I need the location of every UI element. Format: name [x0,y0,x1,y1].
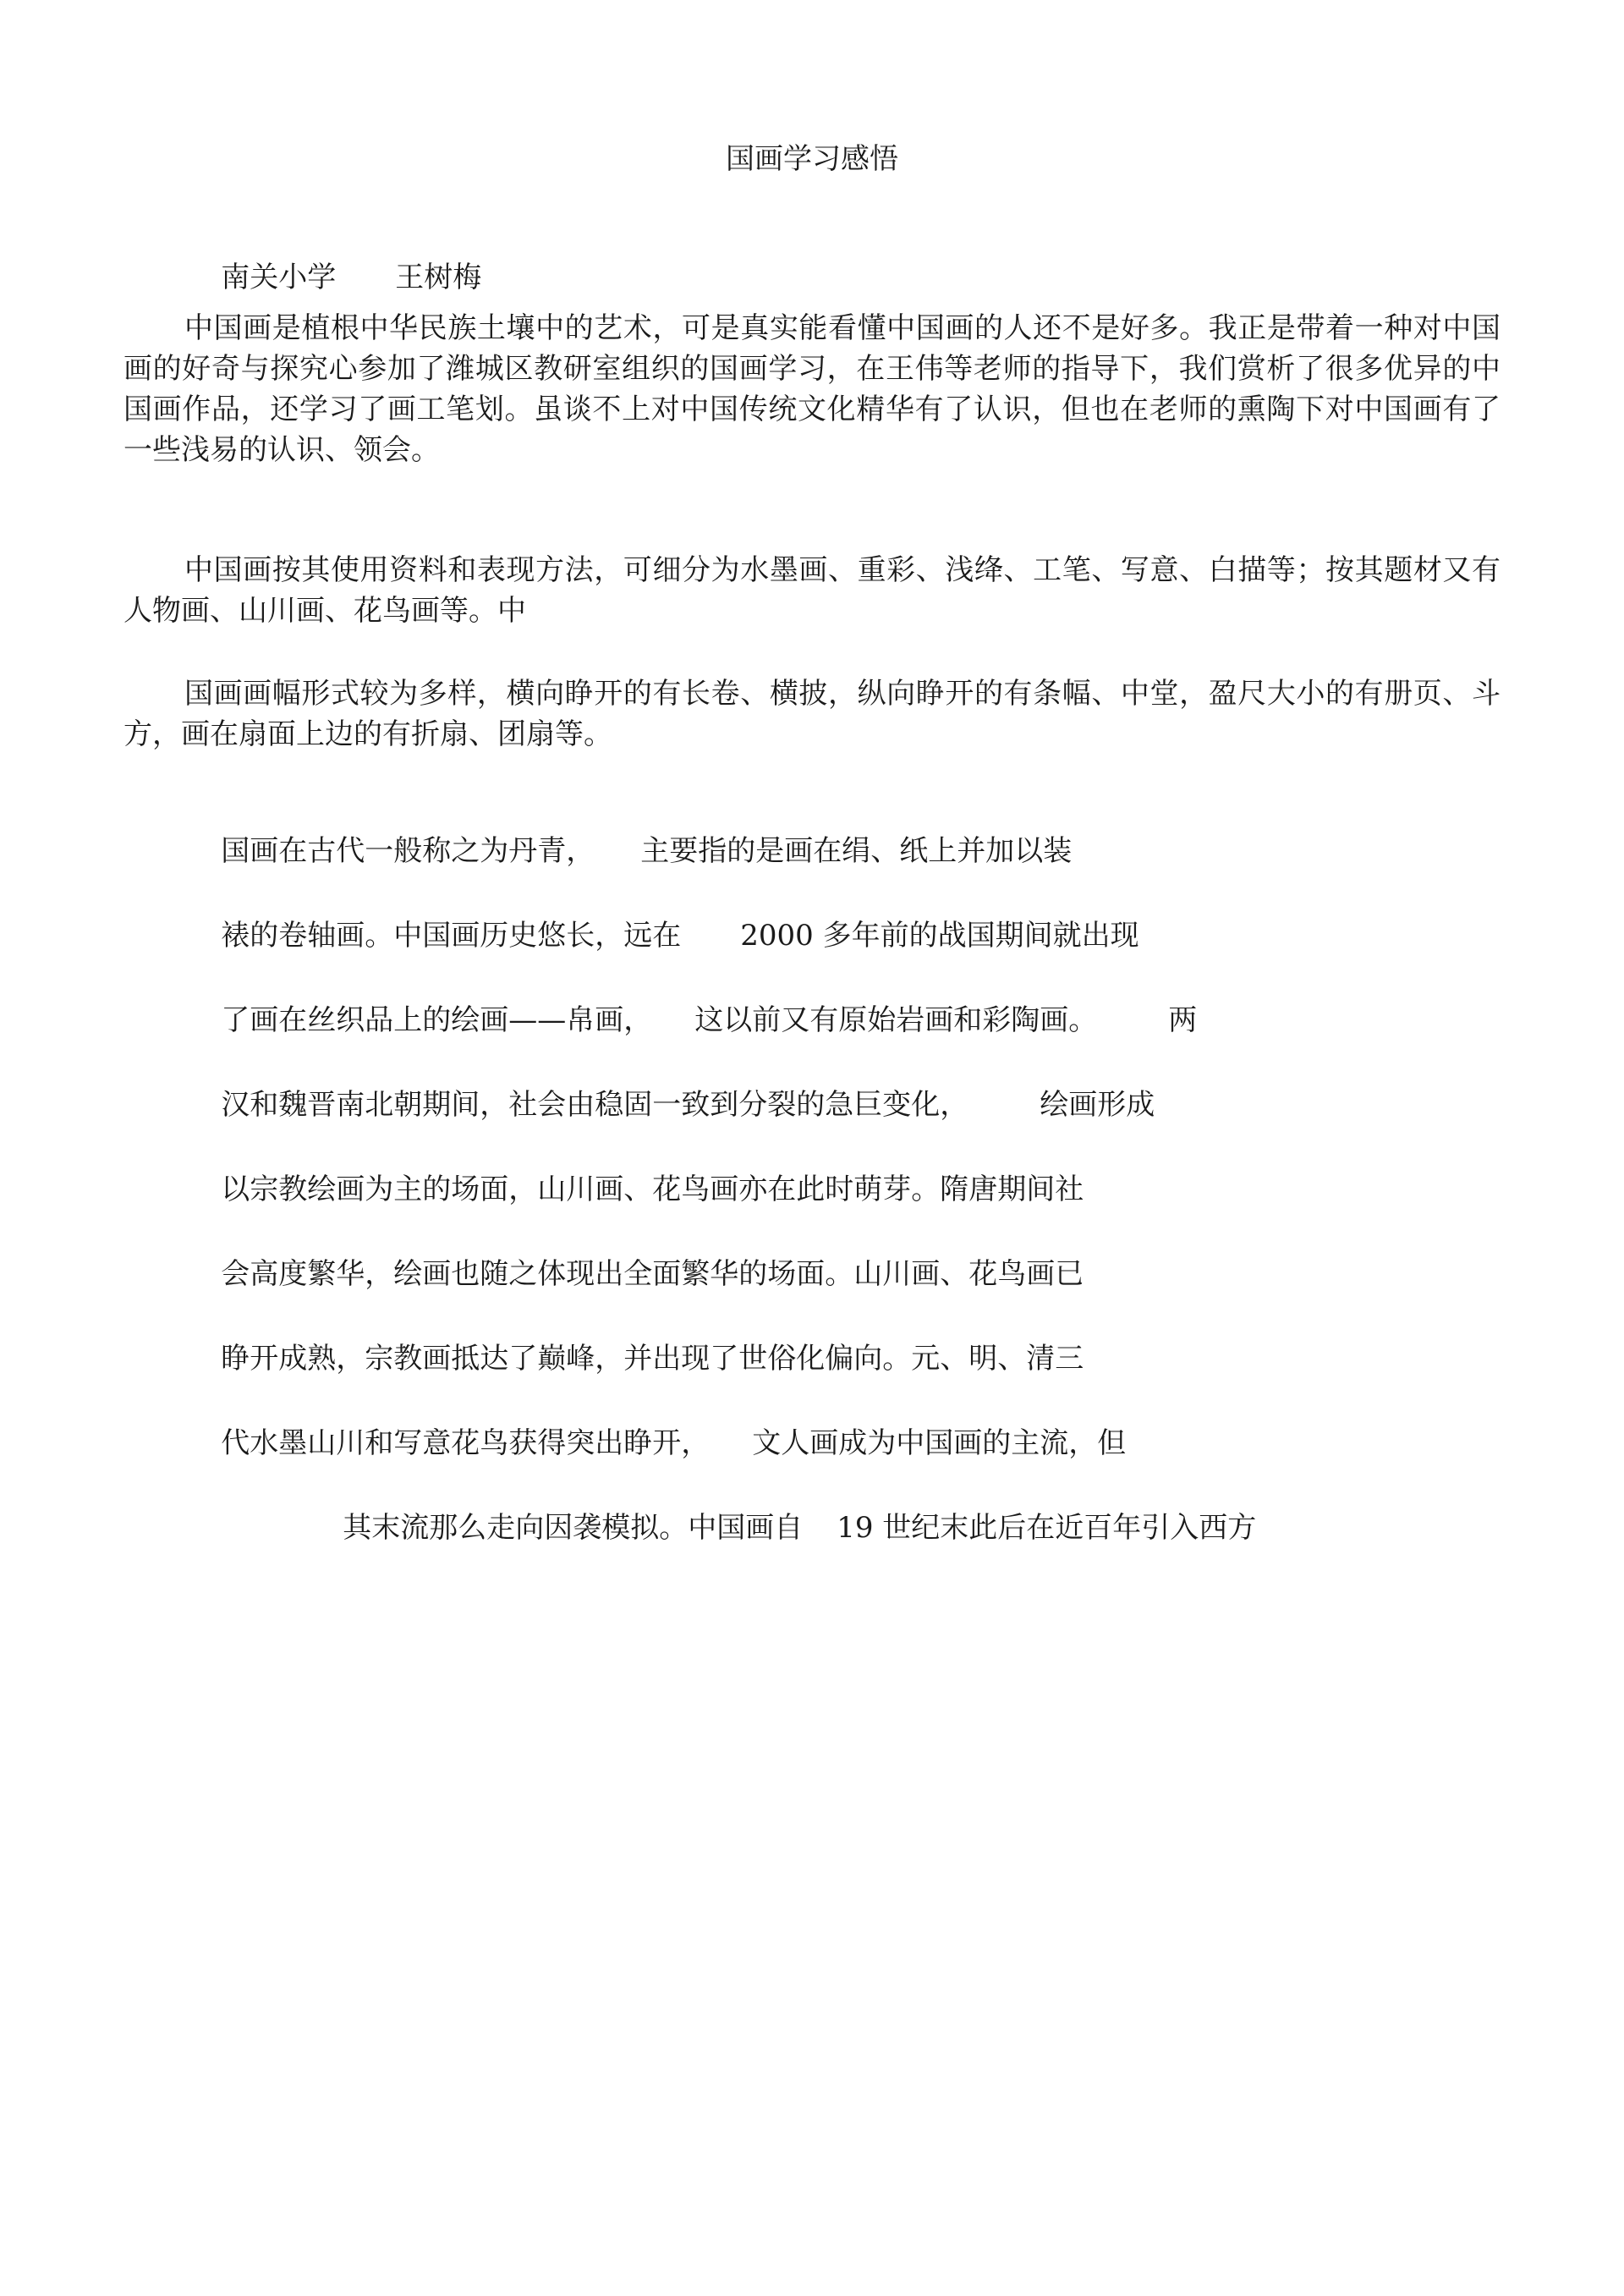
text-line [306,1477,1256,1579]
text-segment: 以宗教绘画为主的场面，山川画、花鸟画亦在此时萌芽。隋唐期间社 [221,1173,1084,1206]
page-title: 国画学习感悟 [726,142,898,176]
text-segment: 睁开成熟，宗教画抵达了巅峰，并出现了世俗化偏向。元、明、清三 [221,1342,1084,1376]
text-segment: 了画在丝织品上的绘画——帛画， [221,1003,653,1037]
text-segment: 其末流那么走向因袭模拟。中国画自 [343,1511,804,1545]
paragraph-categories: 中国画按其使用资料和表现方法，可细分为水墨画、重彩、浅绛、工笔、写意、白描等；按其题材又有人物画、山川画、花鸟画等。中 [123,553,1501,628]
text-segment: 主要指的是画在绢、纸上并加以装 [640,834,1073,868]
text-segment: 这以前又有原始岩画和彩陶画。 [694,1003,1098,1037]
author-name: 王树梅 [395,261,482,294]
text-segment: 国画在古代一般称之为丹青， [221,834,595,868]
paragraph-intro: 中国画是植根中华民族土壤中的艺术，可是真实能看懂中国画的人还不是好多。我正是带着一种对中国画的好奇与探究心参加了潍城区教研室组织的国画学习，在王伟等老师的指导下，我们赏析了很多优异的中国画作品，还学习了画工笔划。虽谈不上对中国传统文化精华有了认识，但也在老师的熏陶下对中国画有了一些浅易的认识、领会。 [123,311,1501,467]
text-segment: 汉和魏晋南北朝期间，社会由稳固一致到分裂的急巨变化， [221,1088,969,1122]
text-segment: 2000 多年前的战国期间就出现 [740,919,1139,953]
text-segment: 19 世纪末此后在近百年引入西方 [837,1511,1257,1545]
text-segment: 裱的卷轴画。中国画历史悠长，远在 [221,919,682,953]
text-segment: 两 [1168,1003,1198,1037]
school-name: 南关小学 [221,261,337,294]
text-segment: 文人画成为中国画的主流，但 [752,1426,1127,1460]
text-segment: 绘画形成 [1040,1088,1155,1122]
paragraph-formats: 国画画幅形式较为多样，横向睁开的有长卷、横披，纵向睁开的有条幅、中堂，盈尺大小的有册页、斗方，画在扇面上边的有折扇、团扇等。 [123,677,1501,751]
text-segment: 会高度繁华，绘画也随之体现出全面繁华的场面。山川画、花鸟画已 [221,1257,1084,1291]
text-segment: 代水墨山川和写意花鸟获得突出睁开， [221,1426,710,1460]
